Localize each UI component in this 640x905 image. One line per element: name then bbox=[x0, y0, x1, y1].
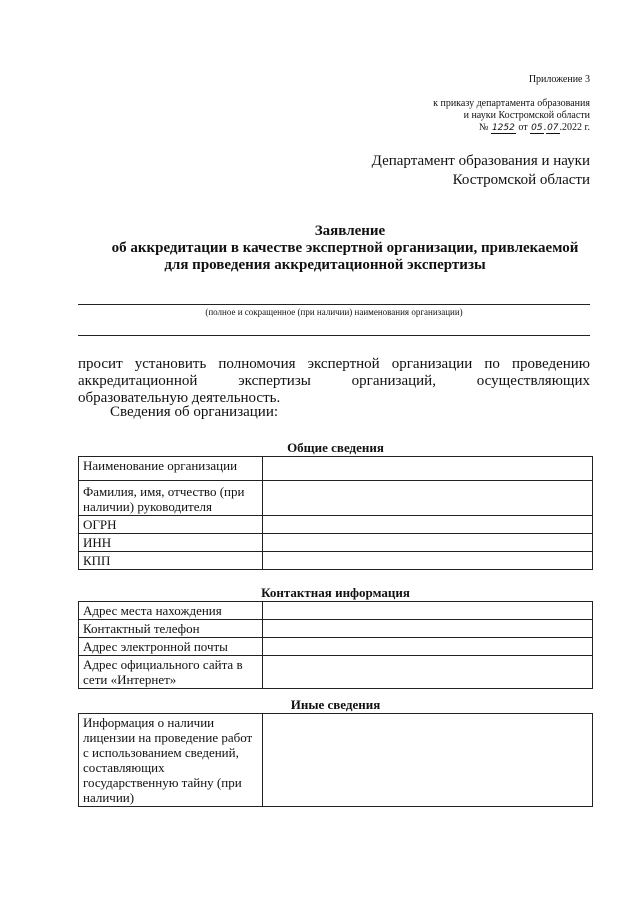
general-section-title: Общие сведения bbox=[287, 440, 384, 455]
order-number: 1252 bbox=[491, 123, 515, 133]
table-row bbox=[79, 457, 593, 481]
order-number-line: № 1252 от 05.07.2022 г. bbox=[478, 122, 590, 133]
general-table bbox=[78, 456, 593, 570]
table-row bbox=[79, 638, 593, 656]
table-row bbox=[79, 714, 593, 807]
table-row bbox=[79, 602, 593, 620]
field-label: Информация о наличии лицензии на проведение работ с использованием сведений, составляющих государственную тайну (при наличии) bbox=[79, 714, 263, 807]
org-name-caption: (полное и сокращенное (при наличии) наименования организации) bbox=[205, 307, 463, 317]
table-row bbox=[79, 481, 593, 516]
contact-table bbox=[78, 601, 593, 689]
order-from: от bbox=[518, 122, 528, 133]
field-value[interactable] bbox=[263, 714, 593, 807]
field-value[interactable] bbox=[263, 656, 593, 689]
other-section-title: Иные сведения bbox=[290, 697, 381, 712]
field-value[interactable] bbox=[263, 602, 593, 620]
appendix-label: Приложение 3 bbox=[528, 74, 590, 85]
contact-section-title: Контактная информация bbox=[261, 585, 410, 600]
field-value[interactable] bbox=[263, 457, 593, 481]
field-label: Фамилия, имя, отчество (при наличии) руководителя bbox=[79, 481, 263, 516]
org-name-line-2 bbox=[78, 335, 590, 336]
org-info-label: Сведения об организации: bbox=[110, 404, 279, 420]
field-label: Адрес электронной почты bbox=[79, 638, 263, 656]
order-line-2: и науки Костромской области bbox=[463, 110, 590, 121]
table-row bbox=[79, 534, 593, 552]
order-day: 05 bbox=[531, 123, 543, 133]
other-table bbox=[78, 713, 593, 807]
field-label: ИНН bbox=[79, 534, 263, 552]
document-subtitle-line-1: об аккредитации в качестве экспертной организации, привлекаемой bbox=[111, 240, 579, 256]
recipient-line-1: Департамент образования и науки bbox=[371, 153, 590, 169]
org-name-line bbox=[78, 304, 590, 305]
table-row bbox=[79, 516, 593, 534]
order-month: 07 bbox=[547, 123, 559, 133]
field-value[interactable] bbox=[263, 620, 593, 638]
order-year: .2022 г. bbox=[559, 122, 590, 133]
field-value[interactable] bbox=[263, 481, 593, 516]
table-row bbox=[79, 552, 593, 570]
table-row bbox=[79, 656, 593, 689]
recipient-line-2: Костромской области bbox=[452, 172, 590, 188]
order-number-prefix: № bbox=[478, 122, 489, 133]
field-label: ОГРН bbox=[79, 516, 263, 534]
field-value[interactable] bbox=[263, 534, 593, 552]
field-label: КПП bbox=[79, 552, 263, 570]
request-paragraph: просит установить полномочия экспертной организации по проведению аккредитационной экспертизы организаций, осуществляющих образовательную деятельность. bbox=[78, 356, 590, 406]
field-label: Наименование организации bbox=[79, 457, 263, 481]
field-label: Адрес места нахождения bbox=[79, 602, 263, 620]
order-line-1: к приказу департамента образования bbox=[433, 98, 590, 109]
field-value[interactable] bbox=[263, 552, 593, 570]
field-value[interactable] bbox=[263, 516, 593, 534]
document-title: Заявление bbox=[314, 223, 386, 239]
field-label: Контактный телефон bbox=[79, 620, 263, 638]
field-value[interactable] bbox=[263, 638, 593, 656]
table-row bbox=[79, 620, 593, 638]
document-subtitle-line-2: для проведения аккредитационной экспертизы bbox=[164, 257, 486, 273]
field-label: Адрес официального сайта в сети «Интернет» bbox=[79, 656, 263, 689]
